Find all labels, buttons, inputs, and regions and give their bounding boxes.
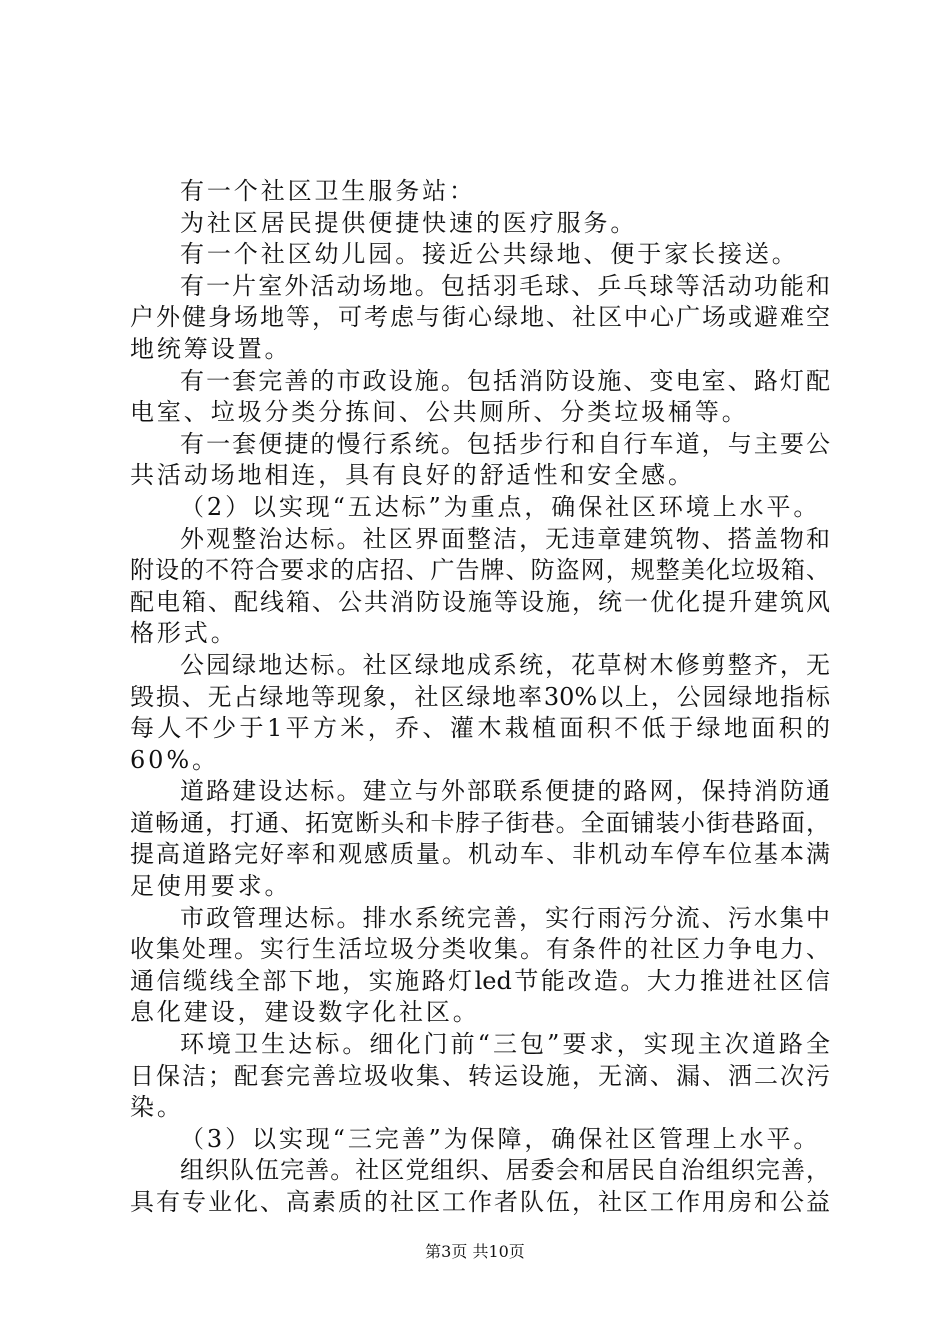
paragraph-line: 道路建设达标。建立与外部联系便捷的路网，保持消防通: [180, 777, 830, 806]
paragraph-line: 外观整治达标。社区界面整洁，无违章建筑物、搭盖物和: [180, 524, 830, 553]
page-number-footer: 第3页 共10页: [425, 1242, 525, 1261]
paragraph-line: 息化建设，建设数字化社区。: [130, 998, 480, 1027]
paragraph-line: 每人不少于1平方米，乔、灌木栽植面积不低于绿地面积的: [130, 714, 830, 743]
paragraph-line: 通信缆线全部下地，实施路灯led节能改造。大力推进社区信: [130, 966, 830, 995]
paragraph-line: 具有专业化、高素质的社区工作者队伍，社区工作用房和公益: [130, 1188, 830, 1216]
paragraph-line: 道畅通，打通、拓宽断头和卡脖子街巷。全面铺装小街巷路面，: [130, 808, 830, 837]
paragraph-line: 电室、垃圾分类分拣间、公共厕所、分类垃圾桶等。: [130, 398, 749, 427]
paragraph-line: 有一片室外活动场地。包括羽毛球、乒乓球等活动功能和: [180, 271, 830, 300]
paragraph-line: 有一套完善的市政设施。包括消防设施、变电室、路灯配: [180, 366, 830, 395]
paragraph-line: 附设的不符合要求的店招、广告牌、防盗网，规整美化垃圾箱、: [130, 556, 830, 585]
paragraph-line: 毁损、无占绿地等现象，社区绿地率30%以上，公园绿地指标: [130, 682, 830, 711]
paragraph-line: 提高道路完好率和观感质量。机动车、非机动车停车位基本满: [130, 840, 830, 869]
paragraph-line: 足使用要求。: [130, 872, 292, 901]
paragraph-line: 收集处理。实行生活垃圾分类收集。有条件的社区力争电力、: [130, 935, 830, 964]
section-heading: （3）以实现“三完善”为保障，确保社区管理上水平。: [180, 1124, 821, 1153]
paragraph-line: 公园绿地达标。社区绿地成系统，花草树木修剪整齐，无: [180, 650, 830, 679]
paragraph-line: 户外健身场地等，可考虑与街心绿地、社区中心广场或避难空: [130, 303, 830, 332]
paragraph-line: 地统筹设置。: [130, 334, 292, 363]
paragraph-line: 组织队伍完善。社区党组织、居委会和居民自治组织完善，: [180, 1156, 830, 1185]
paragraph-line: 有一套便捷的慢行系统。包括步行和自行车道，与主要公: [180, 429, 830, 458]
body-text: [130, 176, 830, 1219]
paragraph-line: 共活动场地相连，具有良好的舒适性和安全感。: [130, 461, 695, 490]
paragraph-line: 有一个社区卫生服务站：: [180, 177, 476, 205]
section-heading: （2）以实现“五达标”为重点，确保社区环境上水平。: [180, 492, 821, 521]
paragraph-line: 环境卫生达标。细化门前“三包”要求，实现主次道路全: [180, 1030, 830, 1059]
paragraph-line: 日保洁；配套完善垃圾收集、转运设施，无滴、漏、洒二次污: [130, 1061, 830, 1090]
paragraph-line: 60%。: [130, 745, 219, 774]
paragraph-line: 配电箱、配线箱、公共消防设施等设施，统一优化提升建筑风: [130, 587, 830, 616]
paragraph-line: 市政管理达标。排水系统完善，实行雨污分流、污水集中: [180, 903, 830, 932]
paragraph-line: 格形式。: [130, 619, 238, 648]
paragraph-line: 为社区居民提供便捷快速的医疗服务。: [180, 208, 638, 237]
paragraph-line: 染。: [130, 1093, 184, 1122]
paragraph-line: 有一个社区幼儿园。接近公共绿地、便于家长接送。: [180, 240, 799, 269]
